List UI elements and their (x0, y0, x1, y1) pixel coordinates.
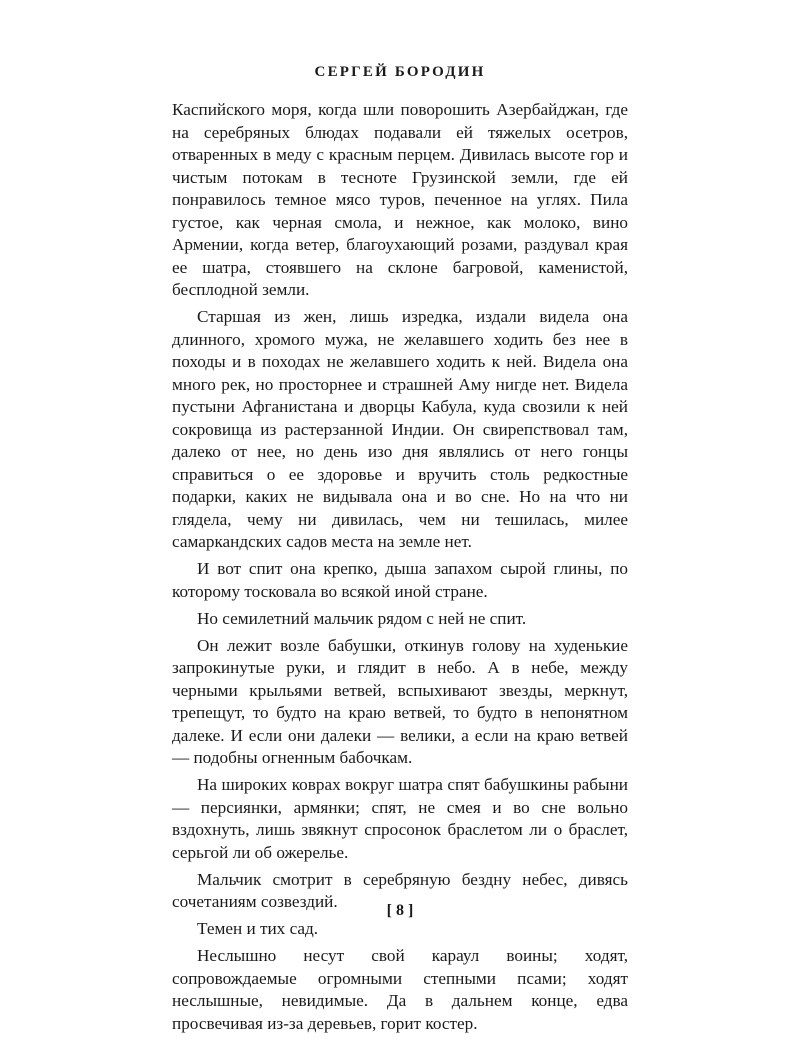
body-text (172, 99, 628, 1040)
paragraph: На широких коврах вокруг шатра спят бабушкины рабыни — персиянки, армянки; спят, не смея и во сне вольно вздохнуть, лишь звякнут спросонок браслетом ли о браслет, серьгой ли об ожерелье. (172, 775, 628, 862)
paragraph: Темен и тих сад. (197, 919, 319, 938)
paragraph: Но семилетний мальчик рядом с ней не спит. (197, 608, 527, 628)
paragraph: Мальчик смотрит в серебряную бездну небес, дивясь сочетаниям созвездий. (172, 869, 628, 911)
running-head: СЕРГЕЙ БОРОДИН (314, 64, 486, 80)
paragraph: И вот спит она крепко, дыша запахом сырой глины, по которому тосковала во всякой иной стране. (172, 559, 628, 601)
paragraph: Неслышно несут свой караул воины; ходят, сопровождаемые огромными степными псами; ходят неслышные, невидимые. Да в дальнем конце, едва просвечивая из-за деревьев, горит костер. (172, 946, 628, 1033)
paragraph: Старшая из жен, лишь изредка, издали видела она длинного, хромого мужа, не желавшего ходить без нее в походы и в походах не желавшего ходить к ней. Видела она много рек, но просторнее и страшней Аму нигде нет. Видела пустыни Афганистана и дворцы Кабула, куда свозили к ней сокровища из растерзанной Индии. Он свирепствовал там, далеко от нее, но день изо дня являлись от него гонцы справиться о ее здоровье и вручить столь редкостные подарки, каких не видывала она и во сне. Но на что ни глядела, чему ни дивилась, чем ни тешилась, милее самаркандских садов места на земле нет. (172, 307, 628, 551)
paragraph: Каспийского моря, когда шли поворошить Азербайджан, где на серебряных блюдах подавали ей тяжелых осетров, отваренных в меду с красным перцем. Дивилась высоте гор и чистым потокам в тесноте Грузинской земли, где ей понравилось темное мясо туров, печенное на углях. Пила густое, как черная смола, и нежное, как молоко, вино Армении, когда ветер, благоухающий розами, раздувал края ее шатра, стоявшего на склоне багровой, каменистой, бесплодной земли. (172, 100, 628, 299)
page-number: [ 8 ] (386, 902, 414, 919)
paragraph: Он лежит возле бабушки, откинув голову на худенькие запрокинутые руки, и глядит в небо. А в небе, между черными крыльями ветвей, вспыхивают звезды, меркнут, трепещут, то будто на краю ветвей, то будто в непонятном далеке. И если они далеки — велики, а если на краю ветвей — подобны огненным бабочкам. (172, 635, 628, 767)
